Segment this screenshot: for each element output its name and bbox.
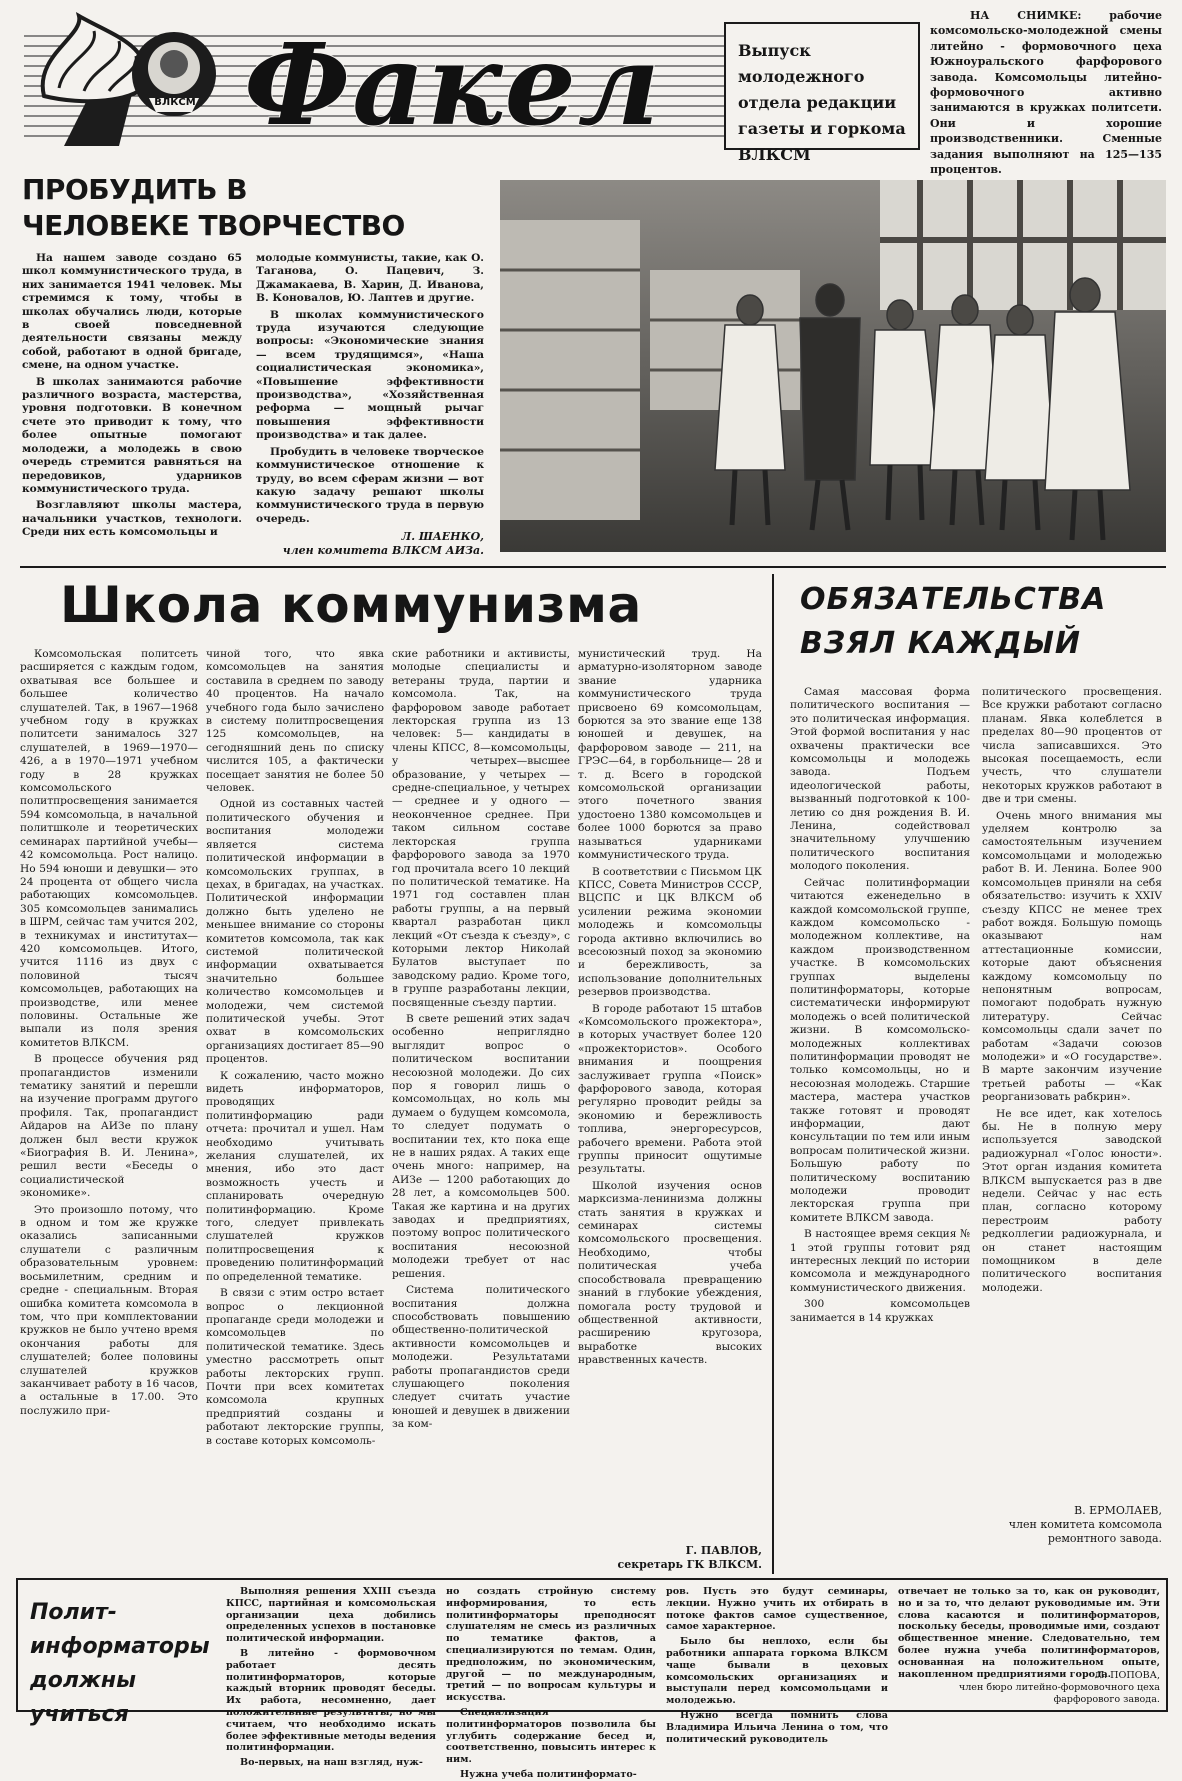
paragraph: Это произошло потому, что в одном и том же кружке оказались записанными слушатели с различным образовательным уровнем: восьмилетним, средним и средне - специальным. Вторая ошибка комитета комсомола в том, что при комплектовании кружков не было учтено время окончания работы для слушателей; более половины слушателей кружков заканчивает работу в 16 часов, а остальные в 17.00. Это послужило при- — [20, 1203, 198, 1417]
paragraph: ров. Пусть это будут семинары, лекции. Нужно учить их отбирать в потоке фактов самое существенное, самое характерное. — [666, 1586, 888, 1633]
article4-title-line: информаторы — [30, 1634, 210, 1659]
article2-title: Школа коммунизма — [60, 576, 642, 634]
paragraph: 300 комсомольцев занимается в 14 кружках — [790, 1298, 970, 1324]
masthead-title: Факел — [244, 20, 662, 151]
article4-title-line: учиться — [30, 1702, 129, 1727]
article2-col1 — [20, 648, 198, 1568]
photo-caption-lead: НА СНИМКЕ: — [970, 9, 1082, 22]
paragraph: молодые коммунисты, такие, как О. Таганова, О. Пацевич, З. Джамакаева, В. Харин, Д. Иванова, В. Коновалов, Ю. Лаптев и другие. — [256, 252, 484, 305]
paragraph: В настоящее время секция № 1 этой группы готовит ряд интересных лекций по истории комсомола и международного коммунистического движения. — [790, 1228, 970, 1294]
section-divider — [20, 566, 1166, 568]
paragraph: К сожалению, часто можно видеть информаторов, проводящих политинформацию ради отчета: прочитал и ушел. Нам необходимо учитывать желания слушателей, их мнения, ибо это даст возможность учесть и спланировать очередную политинформацию. Кроме того, следует привлекать слушателей кружков политпросвещения к проведению политинформаций по определенной тематике. — [206, 1069, 384, 1283]
paragraph: Во-первых, на наш взгляд, нуж- — [240, 1757, 423, 1769]
paragraph: чиной того, что явка комсомольцев на занятия составила в среднем по заводу 40 процентов. На начало учебного года было зачислено в систему политпросвещения 125 комсомольцев, на сегодняшний день по списку числится 105, а фактически посещает занятия не более 50 человек. — [206, 648, 384, 795]
paragraph: Выполняя решения XXIII съезда КПСС, партийная и комсомольская организации цеха добились определенных успехов в постановке политической информации. — [226, 1586, 436, 1645]
masthead-description: Выпуск молодежного отдела редакции газеты и горкома ВЛКСМ — [738, 41, 906, 164]
paragraph: Сейчас политинформации читаются еженедельно в каждой комсомольской группе, каждом комсомольско - молодежном коллективе, на каждом производственном участке. В комсомольских группах выделены политинформаторы, которые систематически информируют молодежь о всей политической жизни. В комсомольско-молодежных коллективах политинформации проводят не только комсомольцы, но и несоюзная молодежь. Старшие мастера, мастера участков также готовят и проводят информации, дают консультации по тем или иным вопросам политической жизни. Большую работу по политическому воспитанию молодежи проводит лекторская группа при комитете ВЛКСМ завода. — [790, 876, 970, 1224]
paragraph: В литейно - формовочном работает десять политинформаторов, которые каждый вторник проводят беседы. Их работа, несомненно, дает положительные результаты, но мы считаем, что необходимо искать более эффективные методы ведения политинформации. — [226, 1647, 436, 1754]
masthead — [24, 16, 724, 156]
article4-signature: Л. ПОПОВА, член бюро литейно-формовочного цеха фарфорового завода. — [958, 1670, 1160, 1705]
paragraph: Самая массовая форма политического воспитания — это политическая информация. Этой формой воспитания у нас охвачены практически все комсомольцы и молодежь завода. Подъем идеологической работы, вызванный подготовкой к 100-летию со дня рождения В. И. Ленина, содействовал значительному улучшению политического воспитания молодого поколения. — [790, 686, 970, 873]
paragraph: В свете решений этих задач особенно неприглядно выглядит вопрос о политическом воспитании несоюзной молодежи. До сих пор я говорил лишь о комсомольцах, но коль мы думаем о будущем комсомола, то следует подумать о воспитании тех, кто пока еще не в наших рядах. А таких еще очень много: например, на АИЗе — 1200 работающих до 28 лет, а комсомольцев 500. Такая же картина и на других заводах и предприятиях, поэтому вопрос политического воспитания несоюзной молодежи требует от нас решения. — [392, 1012, 570, 1280]
paragraph: Очень много внимания мы уделяем контролю за самостоятельным изучением комсомольцами и молодежью работ В. И. Ленина. Более 900 комсомольцев приняли на себя обязательство: изучить к XXIV съезду КПСС не менее трех работ вождя. Большую помощь оказывают нам аттестационные комиссии, которые дают объяснения каждому комсомольцу по непонятным вопросам, помогают подобрать нужную литературу. Сейчас комсомольцы сдали зачет по работам «Задачи союзов молодежи» и «О государстве». В марте закончим изучение третьей работы — «Как реорганизовать рабкрин». — [982, 809, 1162, 1104]
paragraph: В городе работают 15 штабов «Комсомольского прожектора», в которых участвует более 120 «прожектористов». Особого внимания и поощрения заслуживает группа «Поиск» фарфорового завода, которая регулярно проводит рейды за экономию и бережливость топлива, энергоресурсов, рабочего времени. Работа этой группы приносит ощутимые результаты. — [578, 1002, 762, 1176]
article1-signature: Л. ШАЕНКО, член комитета ВЛКСМ АИЗа. — [282, 530, 484, 558]
article2-signature: Г. ПАВЛОВ, секретарь ГК ВЛКСМ. — [617, 1544, 762, 1571]
photo-caption-text: рабочие комсомольско-молодежной смены литейно - формовочного цеха Южноуральского фарфорового завода. Комсомольцы литейно-формовочного активно занимаются в кружках политсети. Они и хорошие производственники. Сменные задания выполняют на 125—135 процентов. — [930, 9, 1162, 177]
article4-col1 — [226, 1586, 436, 1769]
paragraph: Одной из составных частей политического обучения и воспитания молодежи является система политической информации в комсомольских группах, в цехах, в бригадах, на участках. Политической информации должно быть уделено не меньшее внимание со стороны комитетов комсомола, так как системой политической информации охватывается значительно большее количество комсомольцев и молодежи, чем системой политической учебы. Этот охват в комсомольских организациях достигает 85—90 процентов. — [206, 798, 384, 1066]
article1-col2 — [256, 252, 484, 562]
article4-col4 — [898, 1586, 1160, 1680]
paragraph: В школах занимаются рабочие различного возраста, мастерства, уровня подготовки. В конечном счете это приводит к тому, что более опытные помогают молодежи, а молодежь в свою очередь стремится равняться на передовиков, ударников коммунистического труда. — [22, 375, 242, 495]
paragraph: В соответствии с Письмом ЦК КПСС, Совета Министров СССР, ВЦСПС и ЦК ВЛКСМ об усилении режима экономии молодежь и комсомольцы города активно включились во всесоюзный поход за экономию и бережливость, за использование дополнительных резервов производства. — [578, 865, 763, 999]
paragraph: Не все идет, как хотелось бы. Не в полную меру используется заводской радиожурнал «Голос юности». Этот орган издания комитета ВЛКСМ выпускается раз в две недели. Сейчас у нас есть план, согласно которому перестроим работу редколлегии радиожурнала, и он станет настоящим помощником в деле политического воспитания молодежи. — [982, 1107, 1162, 1294]
paragraph: На нашем заводе создано 65 школ коммунистического труда, в них занимается 1941 человек. Мы стремимся к тому, чтобы в школах обучались люди, которые в своей повседневной деятельности связаны между собой, работают в одной бригаде, смене, на одном участке. — [22, 252, 242, 372]
paragraph: Школой изучения основ марксизма-ленинизма должны стать занятия в кружках и семинарах системы комсомольского просвещения. Необходимо, чтобы политическая учеба способствовала превращению знаний в глубокие убеждения, помогала росту трудовой и общественной активности, расширению кругозора, выработке высоких нравственных качеств. — [578, 1179, 762, 1367]
paragraph: Комсомольская политсеть расширяется с каждым годом, охватывая все большее и большее количество слушателей. Так, в 1967—1968 учебном году в кружках политсети занималось 327 слушателей, в 1969—1970—426, а в 1970—1971 учебном году в 28 кружках комсомольского политпросвещения занимается 594 комсомольца, в начальной политшколе и теоретических семинарах партийной учебы— 42 комсомольца. Рост налицо. Но 594 юноши и девушки— это 24 процента от общего числа работающих комсомольцев. 305 комсомольцев занимались в ШРМ, сейчас там учится 202, в техникумах и институтах— 420 комсомольцев. Итого, учится 1116 из двух с половиной тысяч комсомольцев, работающих на производстве, или менее половины. Остальные же выпали из поля зрения комитетов ВЛКСМ. — [20, 648, 198, 1049]
article4-title — [30, 1596, 220, 1732]
article3-col2 — [982, 686, 1162, 1496]
article2-col2 — [206, 648, 384, 1568]
paragraph: В школах коммунистического труда изучаются следующие вопросы: «Экономические знания — всем трудящимся», «Наша социалистическая экономика», «Повышение эффективности производства», «Хозяйственная реформа — мощный рычаг повышения эффективности производства» и так далее. — [256, 308, 484, 442]
paragraph: ские работники и активисты, молодые специалисты и ветераны труда, партии и комсомола. Так, на фарфоровом заводе работает лекторская группа из 13 человек: 5— кандидаты в члены КПСС, 8—комсомольцы, у четырех—высшее образование, у четырех — средне-специальное, у четырех — среднее и у одного — неоконченное среднее. При таком сильном составе лекторская группа фарфорового завода за 1970 год прочитала всего 10 лекций по политической тематике. На 1971 год составлен план работы группы, а на первый квартал разработан цикл лекций «От съезда к съезду», с которыми лектор Николай Булатов выступает по заводскому радио. Кроме того, в группе разработаны лекции, посвященные съезду партии. — [392, 648, 570, 1009]
article4-col2 — [446, 1586, 656, 1780]
masthead-description-box — [724, 22, 920, 164]
article2-col3 — [392, 648, 570, 1568]
article3-signature: В. ЕРМОЛАЕВ, член комитета комсомола ремонтного завода. — [1008, 1504, 1162, 1545]
article1-title: ПРОБУДИТЬ В ЧЕЛОВЕКЕ ТВОРЧЕСТВО — [22, 173, 405, 242]
article3-title-line2: ВЗЯЛ КАЖДЫЙ — [800, 626, 1082, 661]
article3-col1 — [790, 686, 970, 1558]
article1-col1 — [22, 252, 242, 562]
article2-col4 — [578, 648, 762, 1538]
paragraph: В связи с этим остро встает вопрос о лекционной пропаганде среди молодежи и комсомольцев по политической тематике. Здесь уместно рассмотреть опыт работы лекторских групп. Почти при всех комитетах комсомола крупных предприятий созданы и работают лекторские группы, в составе которых комсомоль- — [206, 1287, 384, 1447]
column-divider — [772, 574, 774, 1574]
masthead-badge-text: ВЛКСМ — [154, 97, 196, 108]
workers-photo — [500, 180, 1166, 552]
paragraph: В процессе обучения ряд пропагандистов изменили тематику занятий и перешли на изучение программ другого профиля. Так, пропагандист Айдаров на АИЗе по плану должен был вести кружок «Биография В. И. Ленина», решил вести «Беседы о социалистической экономике». — [20, 1053, 198, 1200]
paragraph: мунистический труд. На арматурно-изоляторном заводе звание ударника коммунистического труда присвоено 69 комсомольцам, борются за это звание еще 138 юношей и девушек, на фарфоровом заводе — 211, на ГРЭС—64, в горбольнице— 28 и т. д. Всего в городской комсомольской организации этого почетного звания удостоено 1380 комсомольцев и более 1000 борются за право называться ударниками коммунистического труда. — [578, 648, 762, 862]
paragraph: отвечает не только за то, как он руководит, но и за то, что делают руководимые им. Эти слова касаются и политинформаторов, поскольку беседы, проводимые ими, создают общественное мнение. Следовательно, тем более нужна учеба политинформаторов, основанная на положительном опыте, накопленном предприятиями города. — [898, 1586, 1160, 1680]
paragraph: Пробудить в человеке творческое коммунистическое отношение к труду, во всем сферам жизни — вот какую задачу решают школы коммунистического труда в первую очередь. — [256, 445, 484, 525]
article4-col3 — [666, 1586, 888, 1745]
article4-title-line: должны — [30, 1668, 136, 1693]
article3-title-line1: ОБЯЗАТЕЛЬСТВА — [800, 582, 1107, 617]
paragraph: Нужна учеба политинформато- — [460, 1768, 637, 1780]
paragraph: Специализация политинформаторов позволила бы углубить содержание бесед и, соответственно, повысить интерес к ним. — [446, 1706, 656, 1766]
paragraph: Возглавляют школы мастера, начальники участков, технологи. Среди них есть комсомольцы и — [22, 499, 242, 539]
paragraph: Было бы неплохо, если бы работники аппарата горкома ВЛКСМ чаще бывали в цеховых комсомольских организациях и выступали перед комсомольцами и молодежью. — [666, 1636, 888, 1707]
workers-photo-image — [500, 180, 1166, 552]
article3-title — [800, 578, 1160, 666]
paragraph: политического просвещения. Все кружки работают согласно планам. Явка колеблется в пределах 80—90 процентов от числа записавшихся. Это высокая посещаемость, если учесть, что слушатели некоторых кружков работают в две и три смены. — [982, 686, 1162, 806]
paragraph: но создать стройную систему информирования, то есть политинформаторы преподносят слушателям не смесь из различных по тематике фактов, а специализируются по темам. Один, предположим, по экономическим, другой — по международным, третий — по вопросам культуры и искусства. — [446, 1586, 656, 1704]
article4-title-line: Полит- — [30, 1600, 117, 1625]
paragraph: Система политического воспитания должна способствовать повышению общественно-политической активности комсомольцев и молодежи. Результатами работы пропагандистов среди слушающего поколения следует считать участие юношей и девушек в движении за ком- — [392, 1284, 570, 1431]
photo-caption — [930, 8, 1162, 177]
paragraph: Нужно всегда помнить слова Владимира Ильича Ленина о том, что политический руководитель — [666, 1709, 888, 1745]
